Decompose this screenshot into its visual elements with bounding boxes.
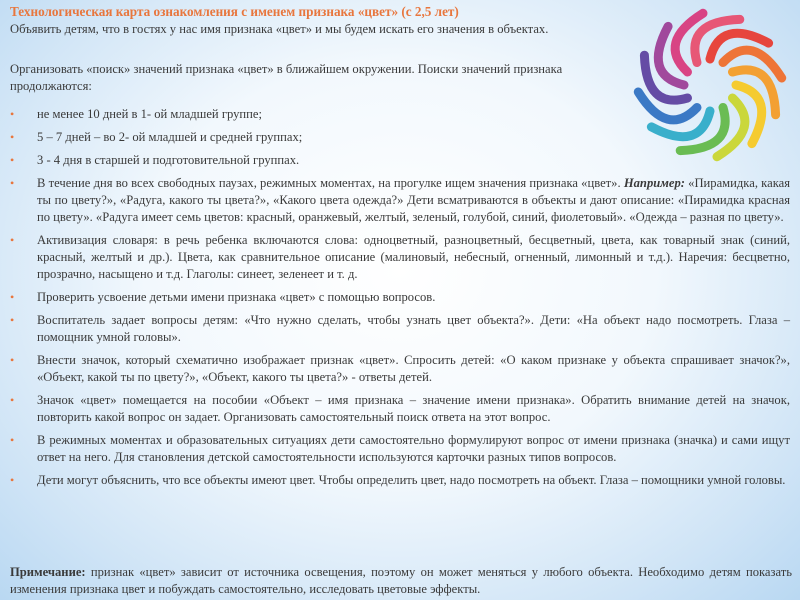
list-item: [10, 232, 790, 283]
list-item: [10, 289, 790, 306]
item-text: В течение дня во всех свободных паузах, режимных моментах, на прогулке ищем значения признака «цвет».: [37, 176, 624, 190]
item-text: Проверить усвоение детьми имени признака «цвет» с помощью вопросов.: [37, 290, 436, 304]
note-text: признак «цвет» зависит от источника освещения, поэтому он может меняться у любого объекта. Необходимо детям показать изменения признака цвет и побуждать самостоятельно, исследовать цветовые эффекты.: [10, 565, 792, 596]
bullet-icon: •: [10, 107, 15, 121]
list-item: [10, 352, 790, 386]
bullet-icon: •: [10, 130, 15, 144]
bullet-icon: •: [10, 153, 15, 167]
list-item: [10, 312, 790, 346]
bullet-icon: •: [10, 290, 15, 304]
item-text: не менее 10 дней в 1- ой младшей группе;: [37, 107, 262, 121]
list-item: [10, 472, 790, 489]
list-item: [10, 432, 790, 466]
bullet-icon: •: [10, 433, 15, 447]
bullet-icon: •: [10, 233, 15, 247]
item-text-continued: «Пирамидка, какая ты по цвету?», «Радуга, какого ты цвета?», «Какого цвета одежда?» Дети всматриваются в объекты и дают описание: «Пирамидка красная по цвету». «Радуга имеет семь цветов: красный, оранжевый, желтый, зеленый, голубой, синий, фиолетовый». «Одежда – разная по цвету».: [37, 176, 790, 224]
item-text: Внести значок, который схематично изображает признак «цвет». Спросить детей: «О каком признаке у объекта спрашивает значок?», «Объект, какой ты по цвету?», «Объект, какого ты цвета?» - ответы детей.: [37, 353, 790, 384]
item-text: Дети могут объяснить, что все объекты имеют цвет. Чтобы определить цвет, надо посмотреть на объект. Глаза – помощники умной головы.: [37, 473, 786, 487]
intro-paragraph-2: Организовать «поиск» значений признака «цвет» в ближайшем окружении. Поиски значений признака продолжаются:: [10, 62, 563, 93]
intro-paragraph-1: Объявить детям, что в гостях у нас имя признака «цвет» и мы будем искать его значения в объектах.: [10, 22, 549, 36]
item-text: 3 - 4 дня в старшей и подготовительной группах.: [37, 153, 300, 167]
item-text: Значок «цвет» помещается на пособии «Объект – имя признака – значение имени признака». Обратить внимание детей на значок, повторить какой вопрос он задает. Организовать самостоятельный поиск ответа на этот вопрос.: [37, 393, 790, 424]
item-text: Воспитатель задает вопросы детям: «Что нужно сделать, чтобы узнать цвет объекта?». Дети: «На объект надо посмотреть. Глаза – помощник умной головы».: [37, 313, 790, 344]
bullet-icon: •: [10, 393, 15, 407]
bullet-list: [10, 106, 790, 495]
list-item: [10, 129, 790, 146]
item-emphasis: Например:: [623, 176, 685, 190]
note-label: Примечание:: [10, 565, 86, 579]
bullet-icon: •: [10, 473, 15, 487]
list-item: [10, 392, 790, 426]
item-text: В режимных моментах и образовательных ситуациях дети самостоятельно формулируют вопрос от имени признака (значка) и сами ищут ответ на него. Для становления детской самостоятельности используются карточки разных типов вопросов.: [37, 433, 790, 464]
bullet-icon: •: [10, 176, 15, 190]
page-title: Технологическая карта ознакомления с именем признака «цвет» (с 2,5 лет): [10, 4, 459, 19]
item-text: 5 – 7 дней – во 2- ой младшей и средней группах;: [37, 130, 303, 144]
list-item: [10, 175, 790, 226]
note-paragraph: [10, 564, 792, 598]
bullet-icon: •: [10, 353, 15, 367]
item-text: Активизация словаря: в речь ребенка включаются слова: одноцветный, разноцветный, бесцветный, цвета, как товарный знак (синий, красный, желтый и др.). Цвета, как сравнительное описание (малиновый, небесный, огненный, лимонный и т.д.). Наречия: бесцветно, прозрачно, насыщено и т.д. Глаголы: синеет, зеленеет и т. д.: [37, 233, 790, 281]
list-item: [10, 152, 790, 169]
bullet-icon: •: [10, 313, 15, 327]
list-item: [10, 106, 790, 123]
